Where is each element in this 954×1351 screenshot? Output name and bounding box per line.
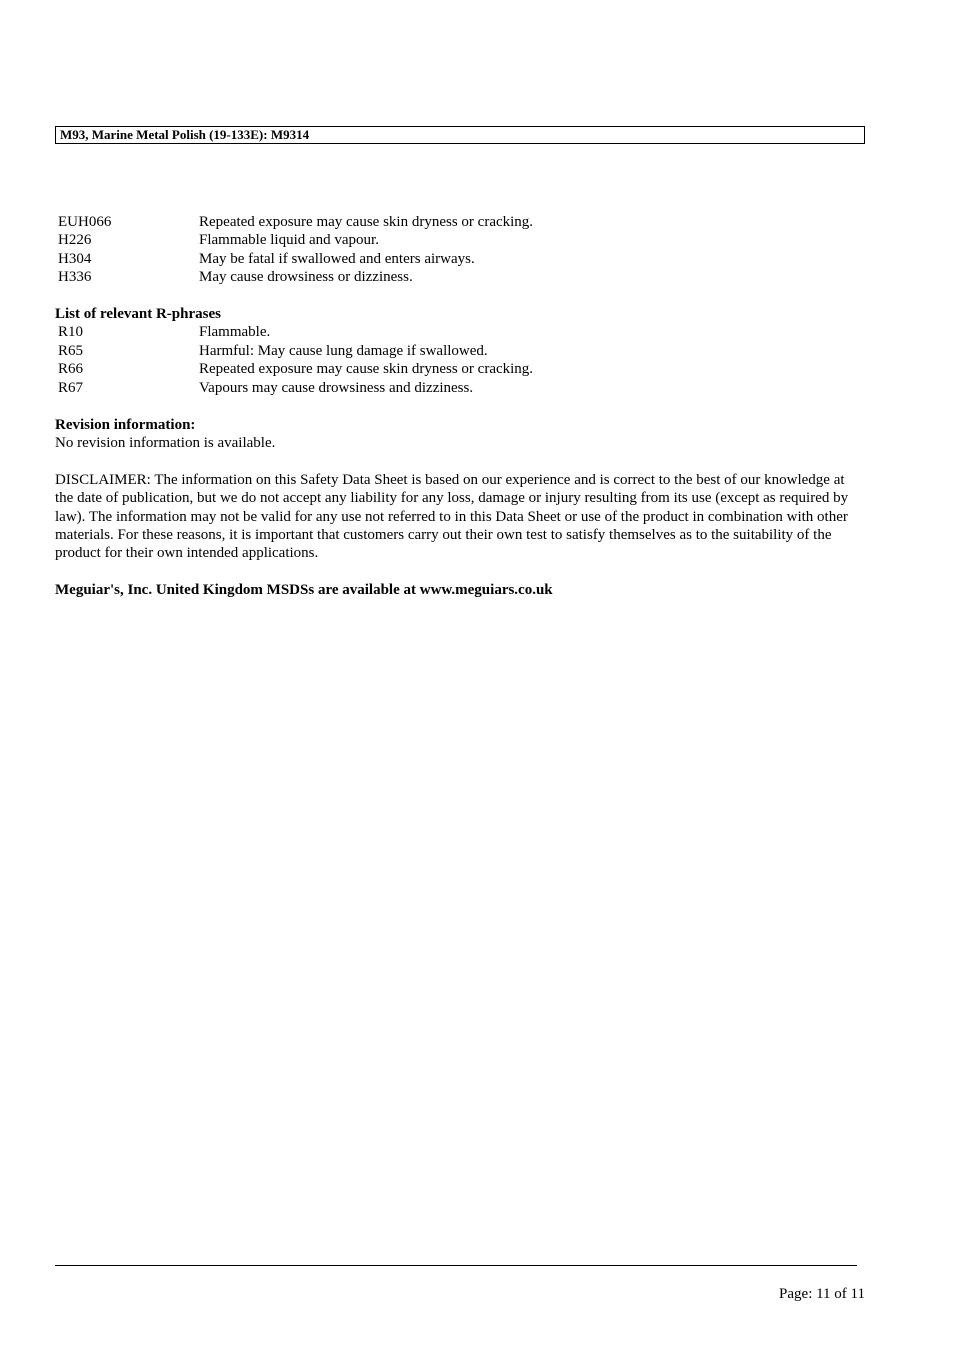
h-phrase-list [55, 213, 855, 287]
list-item [55, 268, 855, 286]
availability-note: Meguiar's, Inc. United Kingdom MSDSs are available at www.meguiars.co.uk [55, 582, 553, 599]
list-item [55, 231, 855, 249]
phrase-code: EUH066 [58, 214, 112, 230]
phrase-code: R10 [58, 324, 84, 341]
document-header [55, 126, 865, 144]
phrase-code: H226 [58, 232, 92, 249]
r-phrase-list [55, 323, 855, 397]
list-item [55, 323, 855, 341]
phrase-code: R67 [58, 379, 84, 396]
phrase-text: Vapours may cause drowsiness and dizziness. [199, 379, 474, 396]
phrase-code: H304 [58, 250, 92, 267]
revision-heading: Revision information: [55, 416, 196, 433]
page-number: Page: 11 of 11 [779, 1286, 865, 1302]
list-item [55, 342, 855, 360]
disclaimer-paragraph: DISCLAIMER: The information on this Safety Data Sheet is based on our experience and is correct to the best of our knowledge at the date of publication, but we do not accept any liability for any loss, damage or injury resulting from its use (except as required by law). The information may not be valid for any use not referred to in this Data Sheet or use of the product in combination with other materials. For these reasons, it is important that customers carry out their own test to satisfy themselves as to the suitability of the product for their own intended applications. [55, 471, 849, 562]
phrase-code: R65 [58, 342, 84, 359]
phrase-text: Flammable. [199, 324, 271, 341]
list-item [55, 250, 855, 268]
phrase-text: May cause drowsiness or dizziness. [199, 269, 413, 286]
phrase-text: May be fatal if swallowed and enters airways. [199, 250, 475, 267]
phrase-code: H336 [58, 269, 92, 286]
phrase-code: R66 [58, 361, 84, 378]
phrase-text: Harmful: May cause lung damage if swallowed. [199, 342, 488, 359]
footer-divider [55, 1265, 857, 1266]
list-item [55, 360, 855, 378]
revision-text: No revision information is available. [55, 434, 276, 451]
phrase-text: Repeated exposure may cause skin dryness or cracking. [199, 361, 534, 378]
r-phrases-heading: List of relevant R-phrases [55, 306, 221, 323]
list-item [55, 379, 855, 397]
list-item [55, 213, 855, 231]
page-content [55, 213, 855, 600]
phrase-text: Flammable liquid and vapour. [199, 232, 379, 249]
document-title: M93, Marine Metal Polish (19-133E): M9314 [60, 127, 310, 142]
phrase-text: Repeated exposure may cause skin dryness or cracking. [199, 214, 534, 230]
